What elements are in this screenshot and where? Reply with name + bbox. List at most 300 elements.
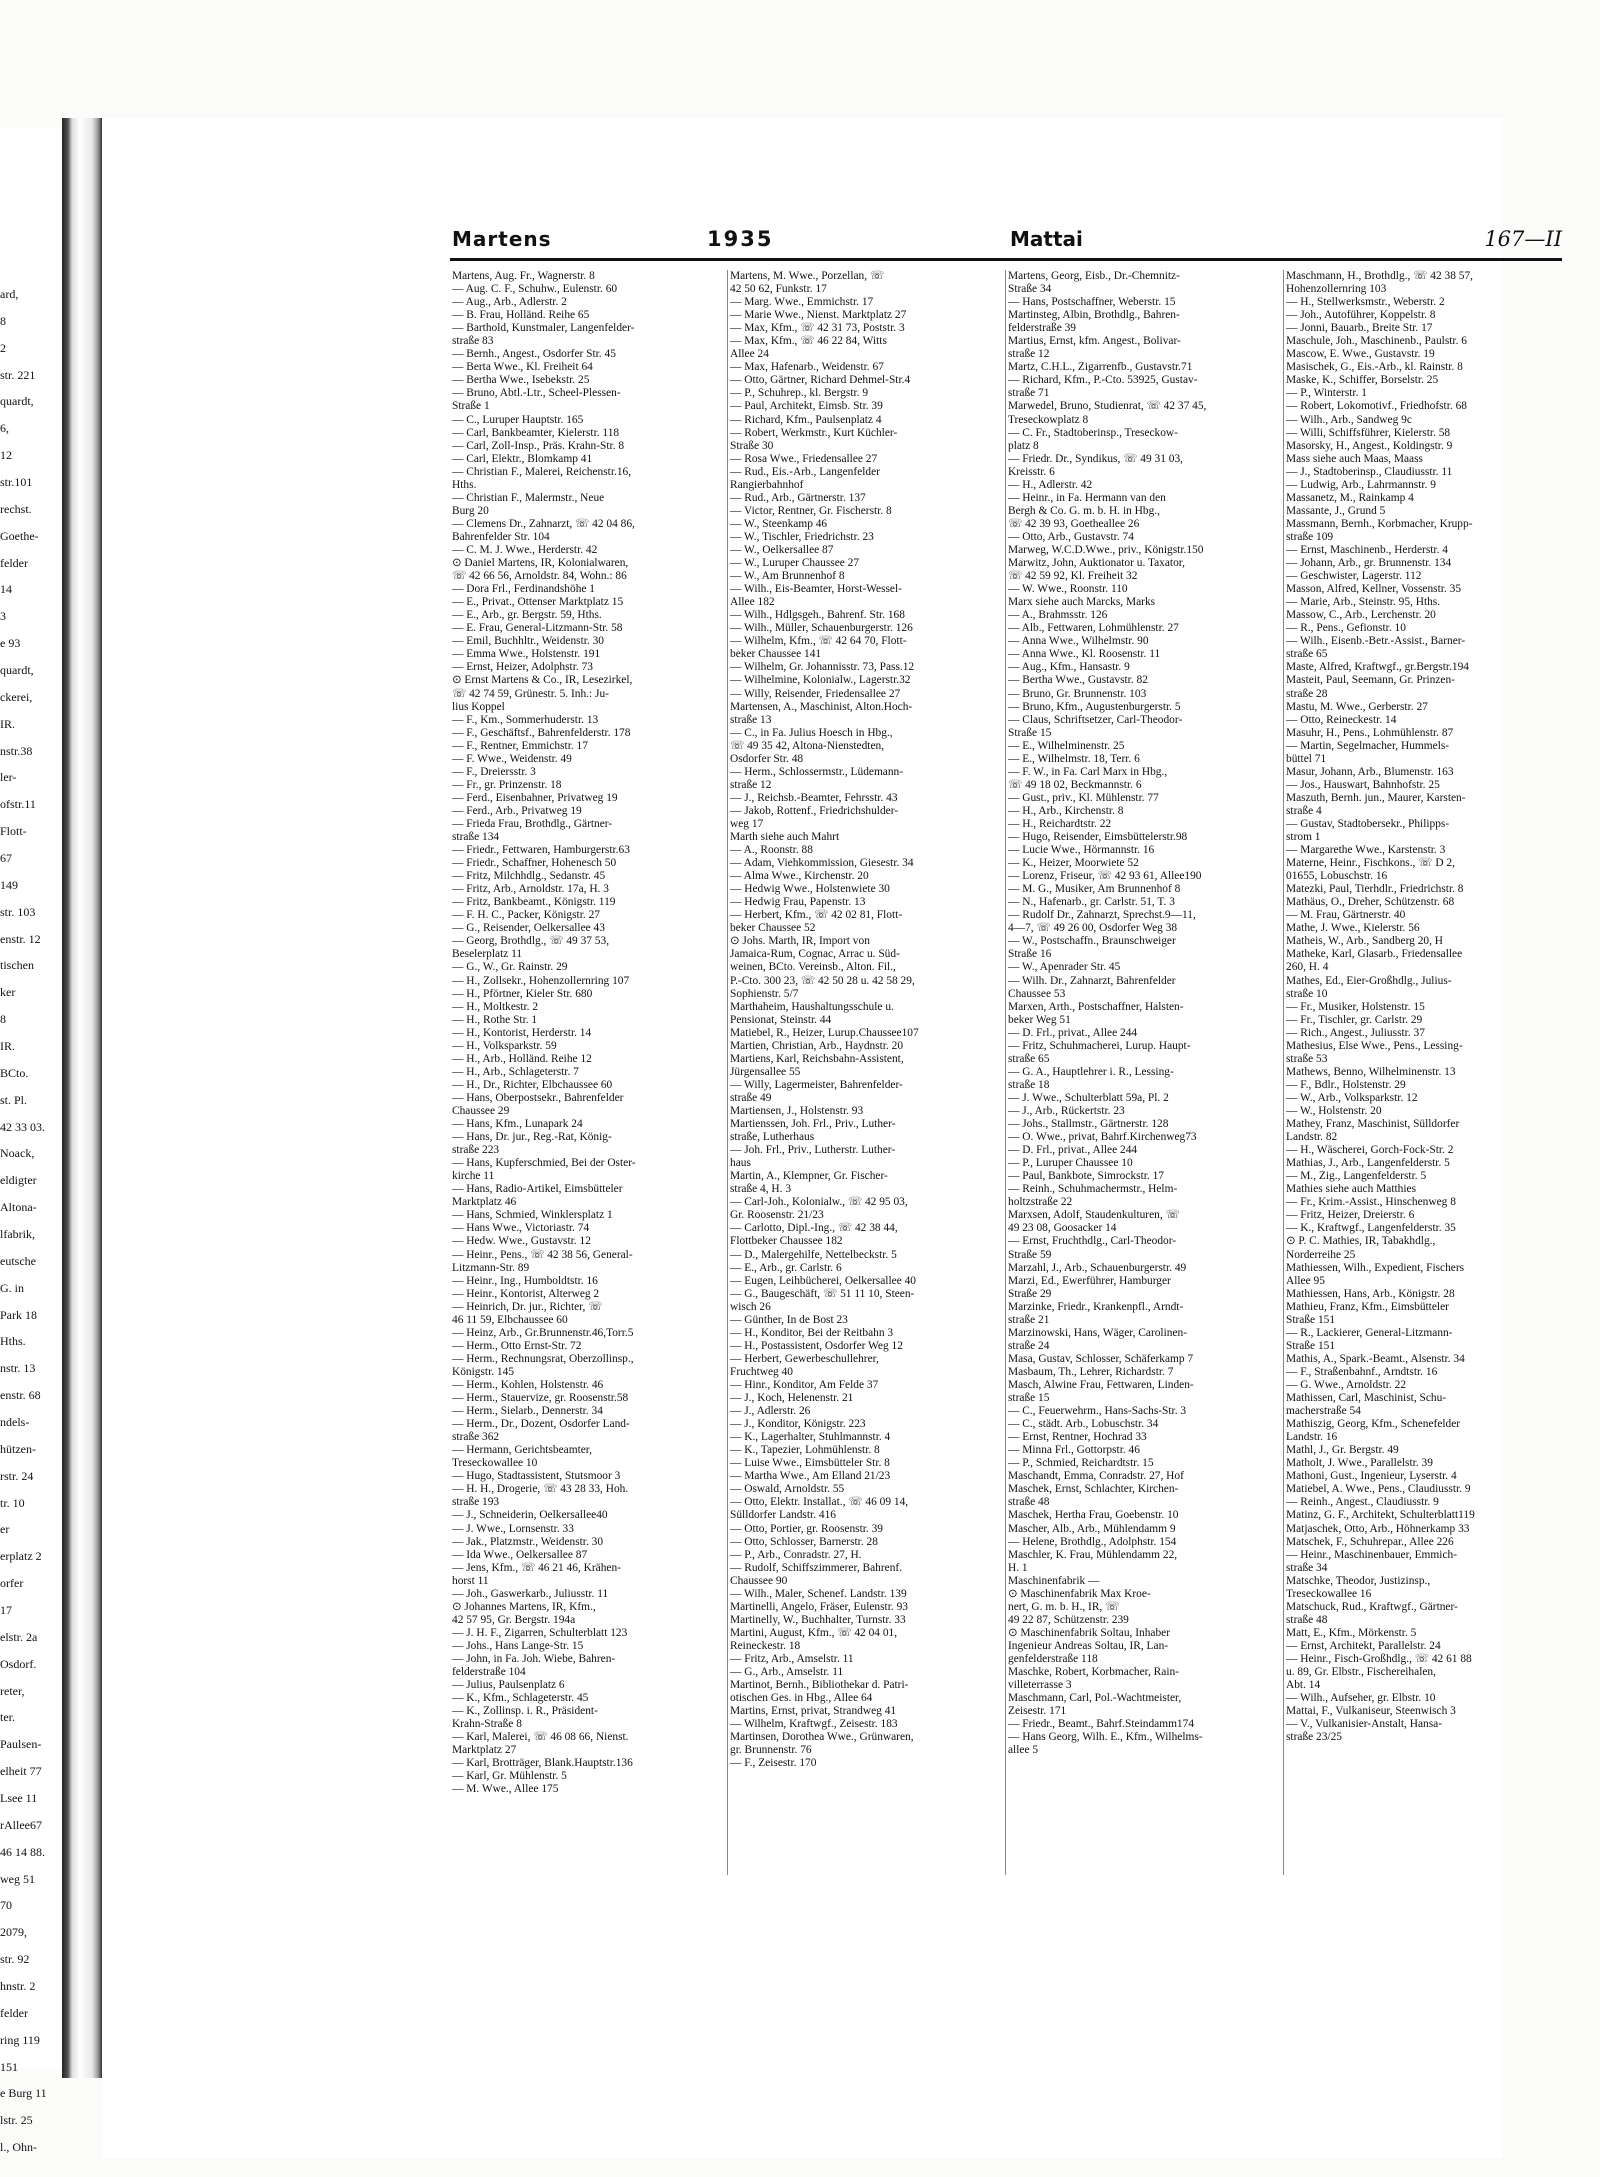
directory-entry-line: 42 57 95, Gr. Bergstr. 194a (452, 1613, 576, 1626)
directory-entry-line: Massow, C., Arb., Lerchenstr. 20 (1286, 609, 1436, 622)
directory-entry-line: H. 1 (1008, 1561, 1028, 1574)
directory-entry-line: — W., Am Brunnenhof 8 (730, 570, 845, 583)
directory-entry-line: — D. Frl., privat., Allee 244 (1008, 1144, 1138, 1157)
directory-entry-line: — Herm., Stauervize, gr. Roosenstr.58 (452, 1392, 629, 1405)
directory-entry-line: Matiebel, R., Heizer, Lurup.Chaussee107 (730, 1026, 919, 1039)
directory-entry-line: Marxsen, Adolf, Staudenkulturen, ☏ (1008, 1209, 1180, 1222)
directory-entry-line: — Bruno, Gr. Brunnenstr. 103 (1008, 687, 1147, 700)
directory-entry-line: — Fr., Tischler, gr. Carlstr. 29 (1286, 1013, 1423, 1026)
directory-entry-line: u. 89, Gr. Elbstr., Fischereihalen, (1286, 1666, 1436, 1679)
directory-entry-line: — Willy, Reisender, Friedensallee 27 (730, 687, 901, 700)
directory-entry-line: Marzahl, J., Arb., Schauenburgerstr. 49 (1008, 1261, 1187, 1274)
directory-entry-line: — Wilh., Arb., Sandweg 9c (1286, 413, 1412, 426)
directory-entry-line: Bergh & Co. G. m. b. H. in Hbg., (1008, 504, 1160, 517)
directory-entry-line: — H. H., Drogerie, ☏ 43 28 33, Hoh. (452, 1483, 629, 1496)
previous-page-fragment: 42 33 03. (0, 1119, 45, 1134)
directory-entry-line: — Otto, Elektr. Installat., ☏ 46 09 14, (730, 1496, 909, 1509)
directory-entry-line: — Christian F., Malermstr., Neue (452, 491, 605, 504)
directory-entry-line: — R., Lackierer, General-Litzmann- (1286, 1326, 1453, 1339)
directory-entry-line: ☏ 42 74 59, Grünestr. 5. Inh.: Ju- (452, 687, 609, 700)
previous-page-fragment: e 93 (0, 636, 21, 651)
directory-entry-line: genfelderstraße 118 (1008, 1652, 1098, 1665)
directory-entry-line: straße 18 (1008, 1078, 1050, 1091)
header-year: 1935 (707, 227, 774, 251)
directory-entry-line: — Wilh., Müller, Schauenburgerstr. 126 (730, 622, 913, 635)
directory-entry-line: — G., Baugeschäft, ☏ 51 11 10, Steen- (730, 1287, 915, 1300)
directory-entry-line: — Heinrich, Dr. jur., Richter, ☏ (452, 1300, 603, 1313)
directory-entry-line: Straße 29 (1008, 1287, 1052, 1300)
directory-entry-line: felderstraße 39 (1008, 322, 1076, 335)
directory-entry-line: Mass siehe auch Maas, Maass (1286, 452, 1423, 465)
directory-entry-line: — Wilhelm, Kraftwgf., Zeisestr. 183 (730, 1718, 898, 1731)
directory-entry-line: — Joh., Autoführer, Koppelstr. 8 (1286, 309, 1436, 322)
directory-entry-line: Masischek, G., Eis.-Arb., kl. Rainstr. 8 (1286, 361, 1463, 374)
directory-entry-line: — E., Arb., gr. Carlstr. 6 (730, 1261, 842, 1274)
directory-entry-line: Martini, August, Kfm., ☏ 42 04 01, (730, 1626, 898, 1639)
directory-entry-line: allee 5 (1008, 1744, 1039, 1757)
directory-entry-line: otischen Ges. in Hbg., Allee 64 (730, 1692, 873, 1705)
directory-entry-line: — Jens, Kfm., ☏ 46 21 46, Krähen- (452, 1561, 621, 1574)
directory-entry-line: straße 83 (452, 335, 494, 348)
directory-entry-line: — C., Luruper Hauptstr. 165 (452, 413, 584, 426)
previous-page-fragment: enstr. 68 (0, 1388, 41, 1403)
directory-entry-line: straße 24 (1008, 1339, 1050, 1352)
directory-entry-line: Mathey, Franz, Maschinist, Sülldorfer (1286, 1118, 1460, 1131)
directory-entry-line: — Marg. Wwe., Emmichstr. 17 (730, 296, 874, 309)
directory-entry-line: Martiensen, J., Holstenstr. 93 (730, 1105, 864, 1117)
directory-entry-line: straße 13 (730, 713, 772, 726)
directory-entry-line: — Ernst, Fruchthdlg., Carl-Theodor- (1008, 1235, 1177, 1248)
directory-entry-line: platz 8 (1008, 439, 1039, 452)
directory-entry-line: — Herm., Sielarb., Dennerstr. 34 (452, 1405, 603, 1418)
directory-entry-line: — Emil, Buchhltr., Weidenstr. 30 (452, 635, 605, 648)
directory-entry-line: — Rosa Wwe., Friedensallee 27 (730, 452, 878, 465)
directory-entry-line: — J., Schneiderin, Oelkersallee40 (452, 1509, 608, 1522)
previous-page-fragment: weg 51 (0, 1871, 35, 1886)
directory-entry-line: Matezki, Paul, Tierhdlr., Friedrichstr. 8 (1286, 883, 1464, 896)
directory-entry-line: — F., Geschäftsf., Bahrenfelderstr. 178 (452, 726, 631, 739)
directory-entry-line: — Hans, Oberpostsekr., Bahrenfelder (452, 1091, 624, 1104)
directory-entry-line: — W., Tischler, Friedrichstr. 23 (730, 530, 874, 543)
directory-entry-line: straße 23/25 (1286, 1731, 1342, 1744)
directory-entry-line: Matiebel, A. Wwe., Pens., Claudiusstr. 9 (1286, 1483, 1471, 1496)
directory-entry-line: Marwedel, Bruno, Studienrat, ☏ 42 37 45, (1008, 400, 1207, 413)
directory-entry-line: Zeisestr. 171 (1008, 1705, 1067, 1718)
directory-entry-line: — K., Kfm., Schlageterstr. 45 (452, 1692, 589, 1705)
directory-entry-line: Mathäus, O., Dreher, Schützenstr. 68 (1286, 896, 1455, 909)
directory-entry-line: Martienssen, Joh. Frl., Priv., Luther- (730, 1118, 896, 1131)
column-divider (1005, 270, 1006, 1875)
page-number: 167—II (1484, 227, 1562, 251)
directory-entry-line: — W., Postschaffn., Braunschweiger (1008, 935, 1176, 948)
directory-entry-line: — Günther, In de Bost 23 (730, 1313, 848, 1326)
directory-entry-line: Matschek, F., Schuhrepar., Allee 226 (1286, 1535, 1454, 1548)
directory-entry-line: Pensionat, Steinstr. 44 (730, 1013, 832, 1026)
directory-entry-line: Landstr. 16 (1286, 1431, 1338, 1444)
directory-entry-line: Marthaheim, Haushaltungsschule u. (730, 1000, 894, 1013)
directory-entry-line: — K., Kraftwgf., Langenfelderstr. 35 (1286, 1222, 1456, 1235)
previous-page-fragment: 70 (0, 1898, 12, 1913)
directory-entry-line: Allee 95 (1286, 1274, 1325, 1287)
directory-entry-line: Fruchtweg 40 (730, 1365, 793, 1378)
directory-entry-line: — Heinz, Arb., Gr.Brunnenstr.46,Torr.5 (452, 1326, 634, 1339)
directory-entry-line: — W., Apenrader Str. 45 (1008, 961, 1121, 974)
directory-entry-line: — Emma Wwe., Holstenstr. 191 (452, 648, 601, 661)
directory-entry-line: Sophienstr. 5/7 (730, 987, 799, 1000)
directory-entry-line: — Karl, Brotträger, Blank.Hauptstr.136 (452, 1757, 633, 1770)
directory-entry-line: P.-Cto. 300 23, ☏ 42 50 28 u. 42 58 29, (730, 974, 915, 987)
previous-page-fragment: hnstr. 2 (0, 1979, 36, 1993)
directory-entry-line: Straße 30 (730, 439, 774, 452)
directory-entry-line: — M. Wwe., Allee 175 (452, 1783, 559, 1796)
directory-entry-line: — Johs., Stallmstr., Gärtnerstr. 128 (1008, 1118, 1169, 1131)
previous-page-fragment: str. 221 (0, 367, 36, 382)
previous-page-fragment: G. in (0, 1280, 24, 1295)
directory-entry-line: Materne, Heinr., Fischkons., ☏ D 2, (1286, 857, 1455, 870)
directory-entry-line: Martens, M. Wwe., Porzellan, ☏ (730, 270, 885, 282)
directory-entry-line: Mathoni, Gust., Ingenieur, Lyserstr. 4 (1286, 1470, 1457, 1483)
directory-entry-line: — Hermann, Gerichtsbeamter, (452, 1444, 592, 1457)
directory-entry-line: — Heinr., Pens., ☏ 42 38 56, General- (452, 1248, 633, 1261)
directory-entry-line: Allee 182 (730, 596, 775, 609)
directory-entry-line: — Heinr., Ing., Humboldtstr. 16 (452, 1274, 598, 1287)
directory-entry-line: — E. Frau, General-Litzmann-Str. 58 (452, 622, 623, 635)
directory-entry-line: — H., Moltkestr. 2 (452, 1000, 539, 1013)
directory-entry-line: Hohenzollernring 103 (1286, 283, 1387, 296)
directory-entry-line: straße 12 (1008, 348, 1050, 361)
directory-entry-line: Chaussee 53 (1008, 987, 1066, 1000)
directory-entry-line: — Frieda Frau, Brothdlg., Gärtner- (452, 817, 613, 830)
directory-entry-line: Marweg, W.C.D.Wwe., priv., Königstr.150 (1008, 543, 1204, 556)
directory-entry-line: — Aug., Kfm., Hansastr. 9 (1008, 661, 1130, 674)
directory-entry-line: — J. H. F., Zigarren, Schulterblatt 123 (452, 1626, 628, 1639)
directory-entry-line: — Hans, Kupferschmied, Bei der Oster- (452, 1157, 636, 1170)
directory-entry-line: — P., Schmied, Reichardtstr. 15 (1008, 1457, 1154, 1470)
directory-entry-line: — Victor, Rentner, Gr. Fischerstr. 8 (730, 504, 892, 517)
directory-entry-line: — Margarethe Wwe., Karstenstr. 3 (1286, 844, 1446, 857)
directory-entry-line: — Wilh., Maler, Schenef. Landstr. 139 (730, 1587, 907, 1600)
directory-entry-line: Mascher, Alb., Arb., Mühlendamm 9 (1008, 1522, 1176, 1535)
directory-entry-line: — F., Straßenbahnf., Arndtstr. 16 (1286, 1365, 1438, 1378)
directory-entry-line: Norderreihe 25 (1286, 1248, 1356, 1261)
directory-entry-line: straße 65 (1008, 1052, 1050, 1065)
directory-entry-line: — Wilhelm, Gr. Johannisstr. 73, Pass.12 (730, 661, 915, 674)
previous-page-fragment: ker (0, 985, 16, 1000)
directory-entry-line: — G., Reisender, Oelkersallee 43 (452, 922, 605, 935)
previous-page-edge (0, 128, 62, 2155)
directory-entry-line: — Ferd., Arb., Privatweg 19 (452, 804, 582, 817)
directory-entry-line: beker Chaussee 52 (730, 922, 816, 935)
directory-entry-line: Reineckestr. 18 (730, 1639, 801, 1652)
directory-entry-line: — Bernh., Angest., Osdorfer Str. 45 (452, 348, 616, 361)
directory-entry-line: — Rudolf Dr., Zahnarzt, Sprechst.9—11, (1008, 909, 1196, 922)
directory-entry-line: — Marie Wwe., Nienst. Marktplatz 27 (730, 309, 907, 322)
directory-entry-line: Burg 20 (452, 504, 489, 517)
directory-entry-line: Massmann, Bernh., Korbmacher, Krupp- (1286, 517, 1473, 530)
directory-entry-line: — Barthold, Kunstmaler, Langenfelder- (452, 322, 635, 335)
directory-entry-line: Maschek, Ernst, Schlachter, Kirchen- (1008, 1483, 1179, 1496)
directory-column-4 (1286, 270, 1558, 1875)
directory-entry-line: 49 23 08, Goosacker 14 (1008, 1222, 1117, 1235)
directory-entry-line: — Max, Kfm., ☏ 42 31 73, Poststr. 3 (730, 322, 905, 335)
directory-entry-line: kirche 11 (452, 1170, 495, 1183)
column-divider (727, 270, 728, 1875)
directory-entry-line: — K., Tapezier, Lohmühlenstr. 8 (730, 1444, 880, 1457)
directory-entry-line: — F. H. C., Packer, Königstr. 27 (452, 909, 600, 922)
directory-entry-line: straße 15 (1008, 1392, 1050, 1405)
directory-entry-line: — W., Steenkamp 46 (730, 517, 828, 530)
directory-entry-line: Chaussee 29 (452, 1105, 510, 1117)
directory-entry-line: Mathl, J., Gr. Bergstr. 49 (1286, 1444, 1399, 1457)
directory-entry-line: Abt. 14 (1286, 1679, 1321, 1692)
directory-entry-line: Marzinke, Friedr., Krankenpfl., Arndt- (1008, 1300, 1184, 1313)
directory-entry-line: — Hans, Kfm., Lunapark 24 (452, 1118, 583, 1131)
directory-entry-line: Marzinowski, Hans, Wäger, Carolinen- (1008, 1326, 1188, 1339)
directory-entry-line: — Joh. Frl., Priv., Lutherstr. Luther- (730, 1144, 896, 1157)
directory-entry-line: — Jos., Hauswart, Bahnhofstr. 25 (1286, 778, 1440, 791)
previous-page-fragment: 6, (0, 421, 9, 436)
previous-page-fragment: 17 (0, 1603, 12, 1617)
directory-entry-line: — Herm., Otto Ernst-Str. 72 (452, 1339, 582, 1352)
directory-entry-line: — K., Zollinsp. i. R., Präsident- (452, 1705, 598, 1718)
directory-entry-line: — Herbert, Kfm., ☏ 42 02 81, Flott- (730, 909, 903, 922)
directory-entry-line: Martinelly, W., Buchhalter, Turnstr. 33 (730, 1613, 906, 1626)
directory-entry-line: Mattai, F., Vulkaniseur, Steenwisch 3 (1286, 1705, 1456, 1718)
directory-entry-line: — H., Zollsekr., Hohenzollernring 107 (452, 974, 630, 987)
directory-entry-line: — W., Oelkersallee 87 (730, 543, 834, 556)
directory-entry-line: Matschuck, Rud., Kraftwgf., Gärtner- (1286, 1600, 1458, 1613)
directory-entry-line: Mathes, Ed., Eier-Großhdlg., Julius- (1286, 974, 1452, 987)
directory-entry-line: — Herm., Rechnungsrat, Oberzollinsp., (452, 1352, 634, 1365)
directory-entry-line: Mastu, M. Wwe., Gerberstr. 27 (1286, 700, 1428, 713)
directory-entry-line: — Dora Frl., Ferdinandshöhe 1 (452, 583, 595, 596)
directory-entry-line: Mathiszig, Georg, Kfm., Schenefelder (1286, 1418, 1461, 1431)
previous-page-fragment: eutsche (0, 1253, 36, 1268)
directory-entry-line: 42 50 62, Funkstr. 17 (730, 283, 827, 296)
directory-entry-line: — V., Vulkanisier-Anstalt, Hansa- (1286, 1718, 1443, 1731)
directory-entry-line: ☏ 42 39 93, Goetheallee 26 (1008, 517, 1140, 530)
directory-entry-line: Martin, A., Klempner, Gr. Fischer- (730, 1170, 888, 1183)
directory-entry-line: — W., Holstenstr. 20 (1286, 1105, 1382, 1117)
directory-entry-line: Treseckowallee 10 (452, 1457, 538, 1470)
directory-entry-line: — Joh., Gaswerkarb., Juliusstr. 11 (452, 1587, 609, 1600)
directory-entry-line: — J., Arb., Rückertstr. 23 (1008, 1105, 1125, 1117)
previous-page-fragment: str. 103 (0, 904, 36, 919)
directory-entry-line: — F., Zeisestr. 170 (730, 1757, 817, 1770)
directory-entry-line: — P., Luruper Chaussee 10 (1008, 1157, 1133, 1170)
previous-page-fragment: ndels- (0, 1415, 30, 1429)
directory-entry-line: — C., in Fa. Julius Hoesch in Hbg., (730, 726, 893, 739)
directory-entry-line: — Carl, Bankbeamter, Kielerstr. 118 (452, 426, 620, 439)
directory-entry-line: — Bruno, Kfm., Augustenburgerstr. 5 (1008, 700, 1181, 713)
directory-entry-line: — Luise Wwe., Eimsbütteler Str. 8 (730, 1457, 890, 1470)
directory-entry-line: — J., Koch, Helenenstr. 21 (730, 1392, 854, 1405)
directory-entry-line: — Hugo, Stadtassistent, Stutsmoor 3 (452, 1470, 621, 1483)
directory-entry-line: Maschmann, Carl, Pol.-Wachtmeister, (1008, 1692, 1182, 1705)
directory-entry-line: Masch, Alwine Frau, Fettwaren, Linden- (1008, 1378, 1194, 1391)
directory-entry-line: — Friedr., Beamt., Bahrf.Steindamm174 (1008, 1718, 1195, 1731)
directory-entry-line: — Herbert, Gewerbeschullehrer, (730, 1352, 879, 1365)
previous-page-fragment: Park 18 (0, 1307, 37, 1322)
previous-page-fragment: hützen- (0, 1441, 36, 1456)
directory-entry-line: — Willy, Lagermeister, Bahrenfelder- (730, 1078, 903, 1091)
directory-entry-line: — Carl, Zoll-Insp., Präs. Krahn-Str. 8 (452, 439, 625, 452)
directory-entry-line: — Fritz, Schuhmacherei, Lurup. Haupt- (1008, 1039, 1191, 1052)
directory-entry-line: haus (730, 1157, 751, 1170)
directory-entry-line: Treseckowallee 16 (1286, 1587, 1372, 1600)
directory-entry-line: — H., Wäscherei, Gorch-Fock-Str. 2 (1286, 1144, 1454, 1157)
previous-page-fragment: 14 (0, 582, 12, 597)
directory-entry-line: Rangierbahnhof (730, 478, 804, 491)
directory-entry-line: Matschke, Theodor, Justizinsp., (1286, 1574, 1431, 1587)
directory-entry-line: Matheis, W., Arb., Sandberg 20, H (1286, 935, 1444, 948)
directory-entry-line: Bahrenfelder Str. 104 (452, 530, 550, 543)
directory-entry-line: — C. Fr., Stadtoberinsp., Treseckow- (1008, 426, 1178, 439)
directory-entry-line: straße 21 (1008, 1313, 1050, 1326)
directory-entry-line: — Herm., Dr., Dozent, Osdorfer Land- (452, 1418, 630, 1431)
directory-entry-line: — G. Wwe., Arnoldstr. 22 (1286, 1378, 1407, 1391)
directory-entry-line: ☏ 42 59 92, Kl. Freiheit 32 (1008, 570, 1138, 583)
previous-page-fragment: elstr. 2a (0, 1629, 38, 1644)
directory-entry-line: lius Koppel (452, 700, 505, 713)
directory-entry-line: — F. W., in Fa. Carl Marx in Hbg., (1008, 765, 1168, 778)
previous-page-fragment: felder (0, 2005, 28, 2020)
directory-entry-line: ⊙ Maschinenfabrik Max Kroe- (1008, 1587, 1151, 1600)
directory-entry-line: — Willi, Schiffsführer, Kielerstr. 58 (1286, 426, 1451, 439)
directory-entry-line: straße 28 (1286, 687, 1328, 700)
directory-entry-line: Jürgensallee 55 (730, 1065, 801, 1078)
directory-entry-line: — Paul, Bankbote, Simrockstr. 17 (1008, 1170, 1164, 1183)
directory-entry-line: — Hans, Dr. jur., Reg.-Rat, König- (452, 1131, 612, 1144)
directory-entry-line: — Ernst, Rentner, Hochrad 33 (1008, 1431, 1147, 1444)
directory-entry-line: — F. Wwe., Weidenstr. 49 (452, 752, 572, 765)
directory-entry-line: — J., Konditor, Königstr. 223 (730, 1418, 866, 1431)
directory-entry-line: — N., Hafenarb., gr. Carlstr. 51, T. 3 (1008, 896, 1175, 909)
directory-entry-line: — Heinr., Fisch-Großhdlg., ☏ 42 61 88 (1286, 1652, 1472, 1665)
previous-page-fragment: rAllee67 (0, 1817, 42, 1832)
previous-page-fragment: Hths. (0, 1334, 26, 1349)
directory-entry-line: — Otto, Reineckestr. 14 (1286, 713, 1397, 726)
directory-entry-line: — Fr., Musiker, Holstenstr. 15 (1286, 1000, 1425, 1013)
directory-entry-line: ☏ 49 18 02, Beckmannstr. 6 (1008, 778, 1142, 791)
directory-entry-line: — Heinr., in Fa. Hermann van den (1008, 491, 1166, 504)
directory-entry-line: — Wilh., Hdlgsgeh., Bahrenf. Str. 168 (730, 609, 905, 622)
previous-page-fragment: eldigter (0, 1173, 37, 1188)
directory-entry-line: — Ernst, Architekt, Parallelstr. 24 (1286, 1639, 1441, 1652)
directory-entry-line: — H., Dr., Richter, Elbchaussee 60 (452, 1078, 613, 1091)
previous-page-fragment: nstr.38 (0, 743, 33, 758)
directory-entry-line: Martz, C.H.L., Zigarrenfb., Gustavstr.71 (1008, 361, 1193, 374)
directory-entry-line: Litzmann-Str. 89 (452, 1261, 530, 1274)
directory-entry-line: — Georg, Brothdlg., ☏ 49 37 53, (452, 935, 610, 948)
directory-entry-line: — G., W., Gr. Rainstr. 29 (452, 961, 568, 974)
directory-entry-line: — Fr., gr. Prinzenstr. 18 (452, 778, 562, 791)
directory-entry-line: — Jak., Platzmstr., Weidenstr. 30 (452, 1535, 604, 1548)
previous-page-fragment: 67 (0, 851, 12, 865)
directory-entry-line: — Adam, Viehkommission, Giesestr. 34 (730, 857, 914, 870)
directory-entry-line: — Carl, Elektr., Blomkamp 41 (452, 452, 593, 465)
directory-entry-line: Matinz, G. F., Architekt, Schulterblatt119 (1286, 1509, 1475, 1522)
directory-entry-line: — Wilhelm, Kfm., ☏ 42 64 70, Flott- (730, 635, 907, 648)
directory-entry-line: — Ernst, Maschinenb., Herderstr. 4 (1286, 543, 1448, 556)
previous-page-fragment: l., Ohn- (0, 2140, 37, 2155)
directory-entry-line: — Helene, Brothdlg., Adolphstr. 154 (1008, 1535, 1177, 1548)
directory-entry-line: — Max, Kfm., ☏ 46 22 84, Witts (730, 335, 887, 348)
directory-entry-line: Masur, Johann, Arb., Blumenstr. 163 (1286, 765, 1454, 778)
directory-entry-line: — Anna Wwe., Wilhelmstr. 90 (1008, 635, 1149, 648)
directory-entry-line: Straße 1 (452, 400, 490, 413)
directory-entry-line: Kreisstr. 6 (1008, 465, 1055, 478)
directory-entry-line: Matholt, J. Wwe., Parallelstr. 39 (1286, 1457, 1433, 1470)
directory-entry-line: Flottbeker Chaussee 182 (730, 1235, 843, 1248)
directory-entry-line: — Fritz, Heizer, Dreierstr. 6 (1286, 1209, 1415, 1222)
header-right-word: Mattai (1010, 227, 1083, 251)
previous-page-fragment: ter. (0, 1710, 15, 1725)
previous-page-fragment: 3 (0, 609, 6, 624)
directory-entry-line: — D. Frl., privat., Allee 244 (1008, 1026, 1138, 1039)
directory-entry-line: 01655, Lobuschstr. 16 (1286, 870, 1388, 883)
directory-entry-line: — Herm., Kohlen, Holstenstr. 46 (452, 1378, 604, 1391)
directory-entry-line: — Rudolf, Schiffszimmerer, Bahrenf. (730, 1561, 903, 1574)
directory-entry-line: — Heinr., Maschinenbauer, Emmich- (1286, 1548, 1457, 1561)
previous-page-fragment: reter, (0, 1683, 25, 1698)
directory-entry-line: — Gustav, Stadtobersekr., Philipps- (1286, 817, 1450, 830)
previous-page-fragment: rechst. (0, 501, 32, 516)
directory-entry-line: — Heinr., Kontorist, Alterweg 2 (452, 1287, 600, 1300)
directory-entry-line: — Johs., Hans Lange-Str. 15 (452, 1639, 584, 1652)
directory-entry-line: Allee 24 (730, 348, 769, 361)
previous-page-fragment: str. 92 (0, 1952, 30, 1967)
previous-page-fragment: ler- (0, 770, 17, 785)
previous-page-fragment: erplatz 2 (0, 1549, 42, 1564)
directory-entry-line: — Bertha Wwe., Gustavstr. 82 (1008, 674, 1148, 687)
directory-entry-line: — Clemens Dr., Zahnarzt, ☏ 42 04 86, (452, 517, 635, 530)
directory-entry-line: — Fritz, Milchhdlg., Sedanstr. 45 (452, 870, 606, 883)
directory-entry-line: Masbaum, Th., Lehrer, Richardstr. 7 (1008, 1365, 1174, 1378)
previous-page-fragment: Goethe- (0, 528, 39, 543)
directory-entry-line: ⊙ Johannes Martens, IR, Kfm., (452, 1600, 596, 1613)
directory-entry-line: ⊙ P. C. Mathies, IR, Tabakhdlg., (1286, 1235, 1436, 1248)
directory-entry-line: Hths. (452, 478, 477, 491)
directory-entry-line: — Carlotto, Dipl.-Ing., ☏ 42 38 44, (730, 1222, 898, 1235)
directory-entry-line: ⊙ Daniel Martens, IR, Kolonialwaren, (452, 557, 629, 570)
previous-page-fragment: quardt, (0, 394, 34, 409)
directory-entry-line: straße 223 (452, 1144, 500, 1157)
directory-entry-line: — Reinh., Schuhmachermstr., Helm- (1008, 1183, 1178, 1196)
directory-entry-line: straße 48 (1286, 1613, 1328, 1626)
directory-entry-line: — M. G., Musiker, Am Brunnenhof 8 (1008, 883, 1181, 896)
directory-entry-line: Martinelli, Angelo, Fräser, Eulenstr. 93 (730, 1600, 908, 1613)
directory-entry-line: ⊙ Ernst Martens & Co., IR, Lesezirkel, (452, 674, 633, 687)
directory-entry-line: — H., Volksparkstr. 59 (452, 1039, 557, 1052)
directory-entry-line: Maschule, Joh., Maschinenb., Paulstr. 6 (1286, 335, 1467, 348)
directory-entry-line: — J., Reichsb.-Beamter, Fehrsstr. 43 (730, 791, 898, 804)
directory-entry-line: Maschke, Robert, Korbmacher, Rain- (1008, 1666, 1179, 1679)
directory-entry-line: Mathiessen, Wilh., Expedient, Fischers (1286, 1261, 1465, 1274)
directory-entry-line: — Hinr., Konditor, Am Felde 37 (730, 1378, 879, 1391)
directory-entry-line: Marzi, Ed., Ewerführer, Hamburger (1008, 1274, 1171, 1287)
directory-entry-line: — Fritz, Arb., Arnoldstr. 17a, H. 3 (452, 883, 609, 896)
previous-page-fragment: ard, (0, 287, 19, 301)
directory-entry-line: — Hedwig Wwe., Holstenwiete 30 (730, 883, 890, 896)
directory-entry-line: straße 362 (452, 1431, 500, 1444)
directory-entry-line: — G., Arb., Amselstr. 11 (730, 1666, 844, 1679)
directory-entry-line: ☏ 49 35 42, Altona-Nienstedten, (730, 739, 885, 752)
directory-column-2 (730, 270, 1002, 1875)
directory-entry-line: — H., Adlerstr. 42 (1008, 478, 1093, 491)
directory-entry-line: — Friedr. Dr., Syndikus, ☏ 49 31 03, (1008, 452, 1183, 465)
directory-entry-line: Marwitz, John, Auktionator u. Taxator, (1008, 557, 1185, 570)
